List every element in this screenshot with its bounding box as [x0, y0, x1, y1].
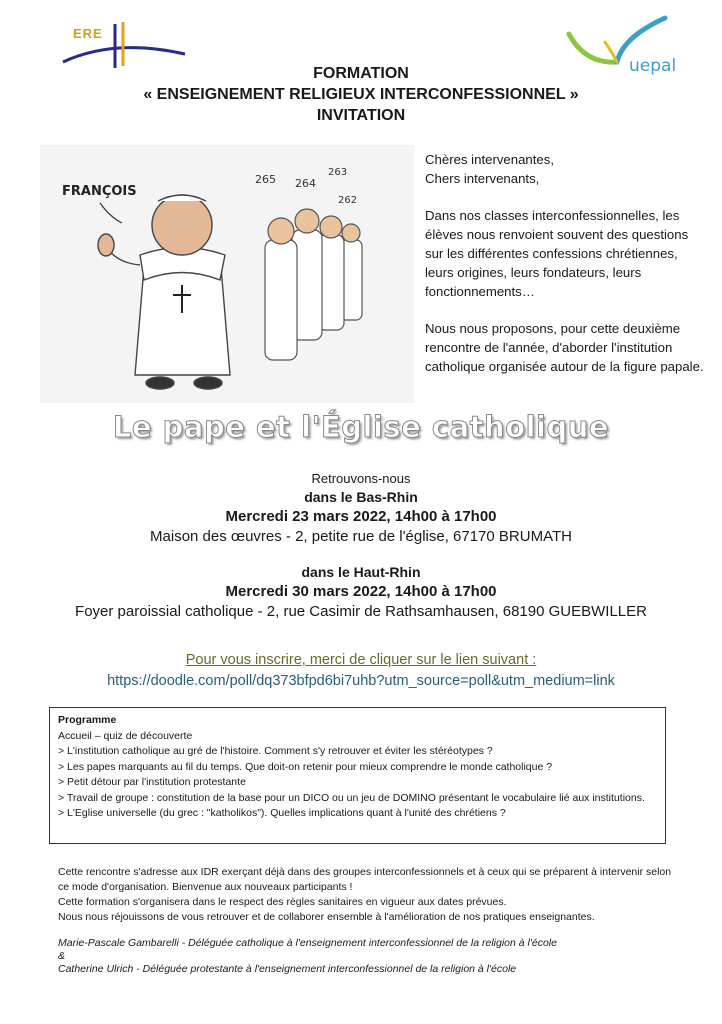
- signup-section: [0, 650, 722, 692]
- cartoon-number-262: 262: [338, 195, 358, 206]
- program-item: > Petit détour par l'institution protestante: [58, 776, 246, 788]
- date-bas-rhin: Mercredi 23 mars 2022, 14h00 à 17h00: [225, 508, 497, 525]
- header-line-formation: FORMATION: [313, 65, 409, 82]
- note-closing: Nous nous réjouissons de vous retrouver et de collaborer ensemble à l'amélioration de nos pratiques enseignantes.: [58, 911, 595, 923]
- header-line-invitation: INVITATION: [316, 107, 406, 124]
- signature-ampersand: &: [58, 950, 66, 962]
- note-sanitary: Cette formation s'organisera dans le respect des règles sanitaires en vigueur aux dates prévues.: [58, 896, 507, 908]
- signatures: [58, 937, 678, 976]
- signup-link[interactable]: https://doodle.com/poll/dq373bfpd6bi7uhb?utm_source=poll&utm_medium=link: [107, 673, 615, 689]
- program-title: Programme: [58, 714, 117, 726]
- document-header: [0, 63, 722, 126]
- note-audience: Cette rencontre s'adresse aux IDR exerçant déjà dans des groupes interconfessionnels et à ceux qui se préparent à intervenir selon ce mode d'organisation. Bienvenue aux nouveaux participants !: [58, 866, 672, 893]
- greeting-male: Chers intervenants,: [425, 171, 540, 186]
- place-bas-rhin: Maison des œuvres - 2, petite rue de l'église, 67170 BRUMATH: [150, 528, 572, 545]
- greeting-female: Chères intervenantes,: [425, 152, 555, 167]
- signup-label: Pour vous inscrire, merci de cliquer sur le lien suivant :: [185, 652, 537, 668]
- cartoon-number-263: 263: [328, 167, 348, 178]
- intro-paragraph-1: Dans nos classes interconfessionnelles, les élèves nous renvoient souvent des questions sur les différentes confessions chrétiennes, leurs origines, leurs fondateurs, leurs fonctionnements…: [425, 208, 689, 299]
- intro-letter: [425, 150, 707, 394]
- meeting-details: [0, 470, 722, 622]
- meeting-intro: Retrouvons-nous: [311, 471, 411, 486]
- region-haut-rhin: dans le Haut-Rhin: [301, 564, 421, 580]
- program-item: Accueil – quiz de découverte: [58, 729, 193, 742]
- pope-cartoon-illustration: [40, 145, 414, 403]
- intro-paragraph-2: Nous nous proposons, pour cette deuxième rencontre de l'année, d'aborder l'institution catholique organisée autour de la figure papale.: [425, 321, 704, 374]
- program-item: > Travail de groupe : constitution de la base pour un DICO ou un jeu de DOMINO présentant le vocabulaire lié aux institutions.: [58, 791, 645, 804]
- program-box: [49, 707, 666, 844]
- header-line-subject: « ENSEIGNEMENT RELIGIEUX INTERCONFESSIONNEL »: [143, 86, 579, 103]
- program-item: > L'institution catholique au gré de l'histoire. Comment s'y retrouver et éviter les stéréotypes ?: [58, 745, 493, 757]
- uepal-logo-text: uepal: [629, 56, 677, 76]
- signature-catholic: Marie-Pascale Gambarelli - Déléguée catholique à l'enseignement interconfessionnel de la religion à l'école: [58, 937, 557, 949]
- cartoon-number-265: 265: [255, 173, 276, 186]
- notes-section: [58, 865, 678, 925]
- region-bas-rhin: dans le Bas-Rhin: [304, 489, 418, 505]
- cartoon-caption: FRANÇOIS: [62, 184, 137, 199]
- program-item: > L'Eglise universelle (du grec : "katholikos"). Quelles implications quant à l'unité des chrétiens ?: [58, 807, 506, 819]
- signature-protestant: Catherine Ulrich - Déléguée protestante à l'enseignement interconfessionnel de la religion à l'école: [58, 963, 517, 975]
- place-haut-rhin: Foyer paroissial catholique - 2, rue Casimir de Rathsamhausen, 68190 GUEBWILLER: [75, 603, 647, 620]
- program-item: > Les papes marquants au fil du temps. Que doit-on retenir pour mieux comprendre le monde catholique ?: [58, 760, 553, 773]
- event-title: Le pape et l'Église catholique: [112, 410, 610, 444]
- date-haut-rhin: Mercredi 30 mars 2022, 14h00 à 17h00: [225, 583, 497, 600]
- cartoon-number-264: 264: [295, 177, 316, 190]
- ere-logo-text: ERE: [73, 26, 103, 41]
